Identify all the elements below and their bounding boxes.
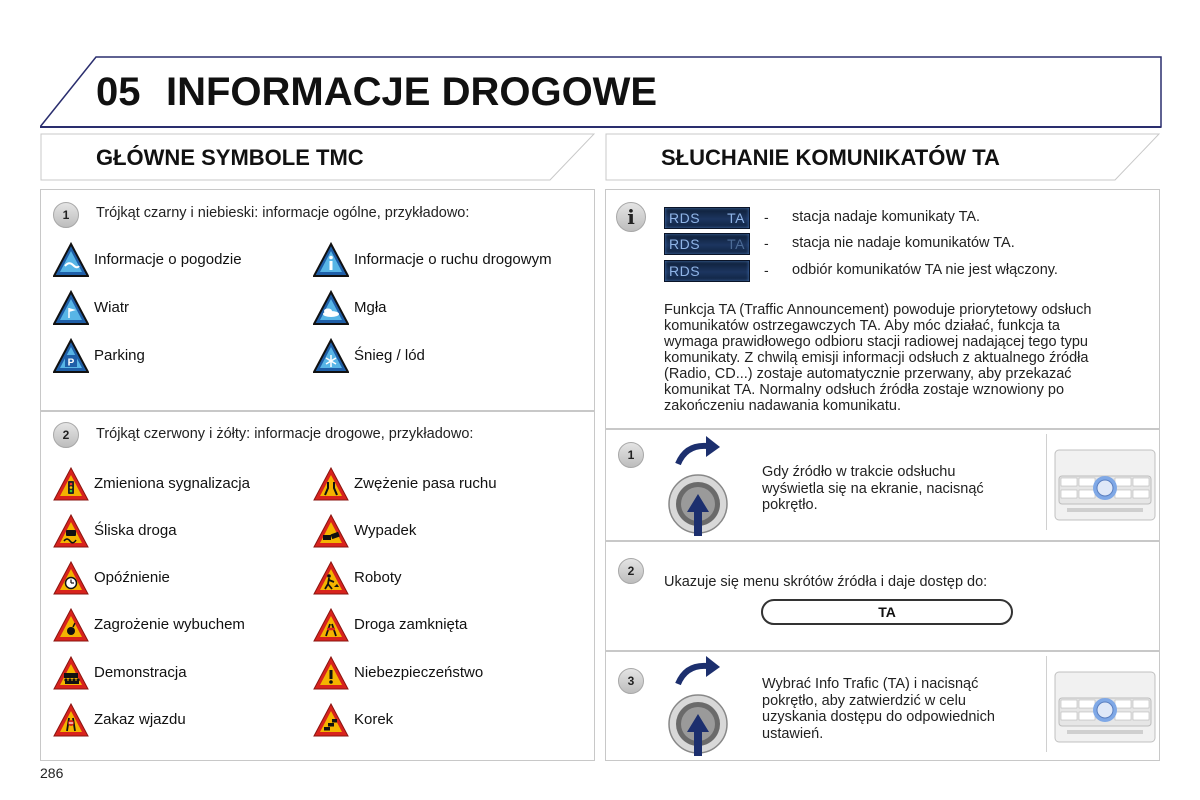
step-1-panel (605, 429, 1160, 541)
symbol-explosion-hazard (53, 607, 313, 643)
paragraph-line: (Radio, CD...) zostaje automatycznie przerwany, aby przekazać (664, 366, 1072, 382)
rds-description: odbiór komunikatów TA nie jest włączony. (792, 262, 1058, 278)
step-badge: 3 (618, 668, 644, 694)
symbol-label: Opóźnienie (94, 569, 170, 586)
paragraph-line: zakończeniu nadawania komunikatu. (664, 398, 901, 414)
chapter-number: 05 (96, 70, 141, 114)
symbol-road-narrows (313, 466, 583, 502)
ta-menu-button[interactable]: TA (761, 599, 1013, 625)
accident-icon (313, 513, 349, 549)
symbol-slippery-road (53, 513, 313, 549)
symbol-label: Śnieg / lód (354, 347, 425, 364)
symbol-traffic-jam (313, 702, 583, 738)
symbol-delay (53, 560, 313, 596)
step-3-text (762, 676, 995, 742)
symbol-label: Mgła (354, 299, 387, 316)
step-3-panel (605, 651, 1160, 761)
svg-text:P: P (67, 357, 75, 369)
symbol-label: Wypadek (354, 522, 417, 539)
knob-press-icon (664, 436, 734, 540)
roadworks-icon (313, 560, 349, 596)
symbol-label: Parking (94, 347, 145, 364)
step-text-line: pokrętło. (762, 497, 818, 513)
symbol-wind (53, 290, 313, 326)
paragraph-line: komunikat TA. Normalny odsłuch źródła zostaje wznowiony po (664, 382, 1065, 398)
symbol-label: Droga zamknięta (354, 616, 468, 633)
step-badge: 1 (618, 442, 644, 468)
road-narrows-icon (313, 466, 349, 502)
ta-label: TA (727, 210, 745, 226)
paragraph-line: wymaga prawidłowego odbioru stacji radiowej nadającej tego typu (664, 334, 1088, 350)
rds-row-ta-active (664, 207, 1104, 231)
rds-description: stacja nie nadaje komunikatów TA. (792, 235, 1015, 251)
demonstration-icon (53, 655, 89, 691)
left-section-header (40, 133, 595, 181)
step-2-panel (605, 541, 1160, 651)
snowflake-icon (313, 338, 349, 374)
knob-press-icon (664, 656, 734, 760)
slippery-road-icon (53, 513, 89, 549)
right-section-header (605, 133, 1160, 181)
radio-console-icon (1047, 434, 1161, 530)
left-section-title: GŁÓWNE SYMBOLE TMC (96, 145, 364, 170)
symbol-road-closed (313, 607, 583, 643)
traffic-jam-icon (313, 702, 349, 738)
radio-console-icon (1047, 656, 1161, 752)
symbol-label: Informacje o pogodzie (94, 251, 242, 268)
symbol-label: Śliska droga (94, 522, 177, 539)
step-text-line: uzyskania dostępu do odpowiednich (762, 709, 995, 725)
step-text-line: wyświetla się na ekranie, nacisnąć (762, 480, 984, 497)
rds-display (664, 207, 750, 229)
group-badge: 2 (53, 422, 79, 448)
list-dash: - (764, 209, 769, 225)
symbol-parking (53, 338, 313, 374)
rds-description: stacja nadaje komunikaty TA. (792, 209, 981, 225)
danger-icon (313, 655, 349, 691)
page-number: 286 (40, 765, 64, 781)
symbol-fog (313, 290, 583, 326)
symbol-snow-ice (313, 338, 583, 374)
symbols-group-red (40, 411, 595, 761)
symbol-changed-signals (53, 466, 313, 502)
ta-info-panel (605, 189, 1160, 429)
rds-row-ta-off (664, 260, 1104, 284)
step-1-text (762, 464, 984, 514)
radio-console-image (1046, 656, 1160, 752)
chapter-header (40, 56, 1162, 128)
traffic-light-icon (53, 466, 89, 502)
symbol-roadworks (313, 560, 583, 596)
paragraph-line: komunikaty. Z chwilą emisji informacji odsłuch z aktualnego źródła (664, 350, 1089, 366)
right-section-title: SŁUCHANIE KOMUNIKATÓW TA (661, 145, 1000, 170)
symbol-traffic-info (313, 242, 583, 278)
symbol-label: Korek (354, 711, 394, 728)
paragraph-line: komunikatów ostrzegawczych TA. Aby móc działać, funkcja ta (664, 318, 1060, 334)
symbol-label: Demonstracja (94, 664, 187, 681)
symbol-label: Informacje o ruchu drogowym (354, 251, 552, 268)
group-intro: Trójkąt czerwony i żółty: informacje drogowe, przykładowo: (96, 426, 474, 442)
group-badge: 1 (53, 202, 79, 228)
symbol-no-entry (53, 702, 313, 738)
list-dash: - (764, 235, 769, 251)
weather-icon (53, 242, 89, 278)
symbol-label: Zwężenie pasa ruchu (354, 475, 497, 492)
parking-icon (53, 338, 89, 374)
rds-display (664, 260, 750, 282)
ta-label: TA (727, 236, 745, 252)
delay-clock-icon (53, 560, 89, 596)
chapter-title: INFORMACJE DROGOWE (166, 70, 658, 114)
fog-icon (313, 290, 349, 326)
ta-description (664, 302, 1154, 414)
info-icon (313, 242, 349, 278)
step-badge: 2 (618, 558, 644, 584)
symbols-group-blue (40, 189, 595, 411)
symbol-accident (313, 513, 583, 549)
no-entry-icon (53, 702, 89, 738)
rds-row-ta-unavailable (664, 233, 1104, 257)
step-2-text: Ukazuje się menu skrótów źródła i daje dostęp do: (664, 574, 988, 590)
rds-label: RDS (669, 236, 701, 252)
step-text-line: ustawień. (762, 725, 824, 742)
radio-console-image (1046, 434, 1160, 530)
step-text-line: Gdy źródło w trakcie odsłuchu (762, 464, 956, 480)
road-closed-icon (313, 607, 349, 643)
list-dash: - (764, 262, 769, 278)
group-intro: Trójkąt czarny i niebieski: informacje ogólne, przykładowo: (96, 205, 470, 221)
info-icon: i (616, 202, 646, 232)
symbol-demonstration (53, 655, 313, 691)
symbol-danger (313, 655, 583, 691)
explosion-icon (53, 607, 89, 643)
symbol-label: Zmieniona sygnalizacja (94, 475, 250, 492)
wind-icon (53, 290, 89, 326)
symbol-label: Roboty (354, 569, 402, 586)
paragraph-line: Funkcja TA (Traffic Announcement) powoduje priorytetowy odsłuch (664, 302, 1092, 318)
rds-display (664, 233, 750, 255)
rds-label: RDS (669, 210, 701, 226)
rds-label: RDS (669, 263, 701, 279)
step-text-line: pokrętło, aby zatwierdzić w celu (762, 692, 966, 709)
symbol-label: Niebezpieczeństwo (354, 664, 484, 681)
step-text-line: Wybrać Info Trafic (TA) i nacisnąć (762, 676, 979, 692)
symbol-label: Zakaz wjazdu (94, 711, 186, 728)
symbol-label: Zagrożenie wybuchem (94, 616, 245, 633)
symbol-label: Wiatr (94, 299, 129, 316)
symbol-weather (53, 242, 313, 278)
